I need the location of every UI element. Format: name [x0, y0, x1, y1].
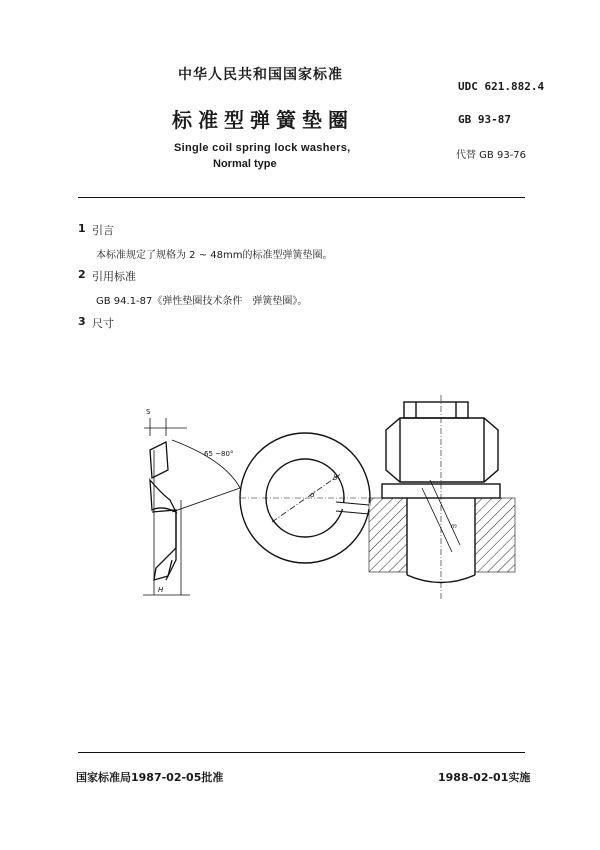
- section-2-title: 引用标准: [92, 270, 136, 283]
- label-h: H: [158, 586, 164, 594]
- section-2-number: 2: [78, 268, 86, 281]
- washer-side-view: [143, 418, 240, 595]
- label-d: d: [310, 491, 315, 499]
- section-1-text: 本标准规定了规格为 2 ~ 48mm的标准型弹簧垫圈。: [96, 250, 333, 261]
- section-3-number: 3: [78, 315, 86, 328]
- section-1-title: 引言: [92, 224, 114, 237]
- standard-org-title: 中华人民共和国国家标准: [178, 67, 343, 83]
- effective-date: 1988-02-01实施: [438, 771, 531, 784]
- label-m: m: [451, 523, 457, 530]
- replaces-note: 代替 GB 93-76: [456, 150, 527, 161]
- section-1-number: 1: [78, 222, 86, 235]
- label-angle: 65 ~80°: [204, 450, 234, 458]
- footer-rule: [78, 752, 525, 753]
- gb-number: GB 93-87: [458, 113, 511, 126]
- document-title-en-line2: Normal type: [213, 158, 277, 170]
- bolt-assembly-view: [369, 395, 515, 600]
- document-title-cn: 标准型弹簧垫圈: [172, 108, 354, 132]
- udc-number: UDC 621.882.4: [458, 80, 545, 93]
- label-b: b: [333, 474, 338, 482]
- section-3-title: 尺寸: [92, 317, 114, 330]
- approval-date: 国家标准局1987-02-05批准: [76, 771, 224, 784]
- document-title-en-line1: Single coil spring lock washers,: [174, 142, 351, 154]
- washer-top-view: [240, 433, 370, 563]
- section-2-text: GB 94.1-87《弹性垫圈技术条件 弹簧垫圈》。: [96, 296, 308, 307]
- label-s: S: [146, 408, 151, 416]
